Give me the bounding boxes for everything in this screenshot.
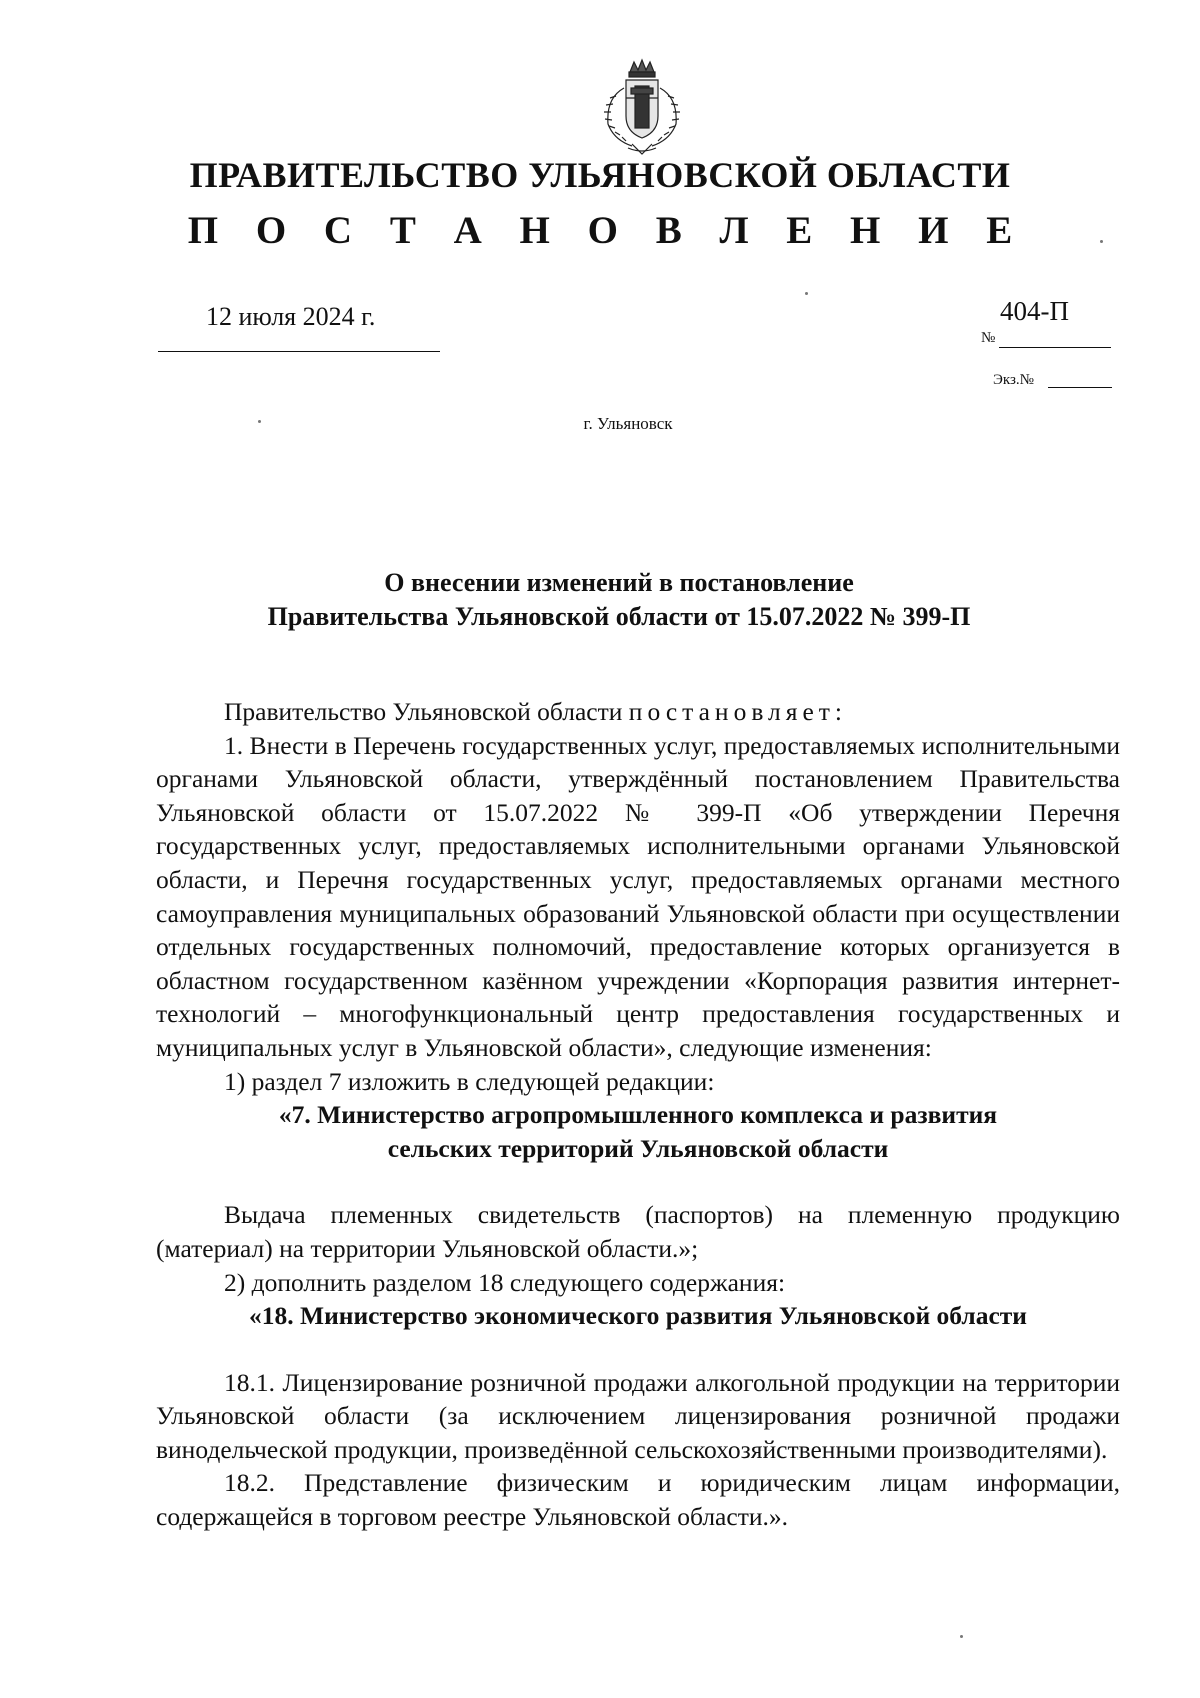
coat-of-arms-emblem <box>588 58 696 158</box>
document-body <box>156 695 1120 1534</box>
document-date: 12 июля 2024 г. <box>206 302 376 331</box>
paragraph-18-1: 18.1. Лицензирование розничной продажи алкогольной продукции на территории Ульяновской области (за исключением лицензирования розничной продажи винодельческой продукции, произведённой сельскохозяйственными производителями). <box>156 1367 1120 1464</box>
paragraph-sub-2: 2) дополнить разделом 18 следующего содержания: <box>224 1267 786 1297</box>
scan-speck <box>258 420 261 423</box>
government-title: ПРАВИТЕЛЬСТВО УЛЬЯНОВСКОЙ ОБЛАСТИ <box>189 155 1011 195</box>
scan-speck <box>805 292 808 295</box>
number-underline <box>999 347 1111 348</box>
preamble-verb: постановляет: <box>628 697 848 726</box>
copy-number-label: Экз.№ <box>993 372 1034 388</box>
subject-line-1: О внесении изменений в постановление <box>384 568 854 597</box>
paragraph-item-1: 1. Внести в Перечень государственных услуг, предоставляемых исполнительными органами Ульяновской области, утверждённый постановлением Правительства Ульяновской области от 15.07.2022 № 399-П «Об утверждении Перечня государственных услуг, предоставляемых исполнительными органами Ульяновской области, и Перечня государственных услуг, предоставляемых органами местного самоуправления муниципальных образований Ульяновской области при осуществлении отдельных государственных полномочий, предоставление которых организуется в областном государственном казённом учреждении «Корпорация развития интернет-технологий – многофункциональный центр предоставления государственных и муниципальных услуг в Ульяновской области», следующие изменения: <box>156 730 1120 1062</box>
section-7-text: Выдача племенных свидетельств (паспортов) на племенную продукцию (материал) на территории Ульяновской области.»; <box>156 1200 1120 1263</box>
preamble-start: Правительство Ульяновской области <box>224 697 629 726</box>
scan-speck <box>1100 240 1103 243</box>
city-name: г. Ульяновск <box>583 414 673 433</box>
section-18-title: «18. Министерство экономического развития Ульяновской области <box>249 1301 1027 1331</box>
paragraph-18-2: 18.2. Представление физическим и юридическим лицам информации, содержащейся в торговом реестре Ульяновской области.». <box>156 1468 1120 1532</box>
copy-number-underline <box>1048 387 1112 388</box>
section-7-title-line-2: сельских территорий Ульяновской области <box>387 1133 889 1163</box>
section-7-title-line-1: «7. Министерство агропромышленного комплекса и развития <box>278 1100 998 1130</box>
document-number: 404-П <box>1000 296 1069 326</box>
document-type-title: П О С Т А Н О В Л Е Н И Е <box>187 209 1027 252</box>
date-underline <box>158 351 440 352</box>
spacer <box>156 1333 1120 1366</box>
preamble <box>156 695 1120 729</box>
subject-line-2: Правительства Ульяновской области от 15.07.2022 № 399-П <box>267 602 971 631</box>
paragraph-sub-1: 1) раздел 7 изложить в следующей редакции: <box>224 1066 715 1096</box>
number-label: № <box>981 330 996 346</box>
document-subject <box>0 566 1200 634</box>
spacer <box>156 1165 1120 1198</box>
scan-speck <box>960 1635 963 1638</box>
